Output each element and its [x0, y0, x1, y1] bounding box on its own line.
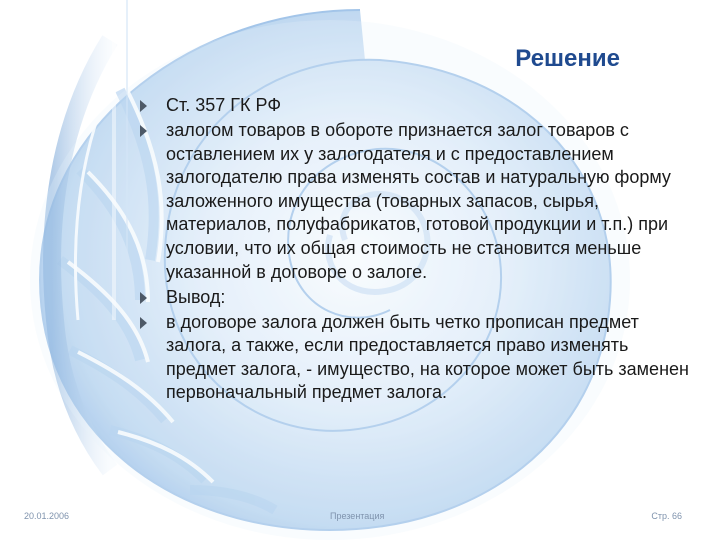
- footer-date: 20.01.2006: [24, 511, 70, 521]
- triangle-right-icon: [140, 125, 147, 137]
- bullet-text: залогом товаров в обороте признается залог товаров с оставлением их у залогодателя и с предоставлением залогодателю права изменять состав и натуральную форму заложенного имущества (товарных запасов, сырья, материалов, полуфабрикатов, готовой продукции и т.п.) при условии, что их общая стоимость не становится меньше указанной в договоре о залоге.: [166, 119, 671, 282]
- footer-page-number: Стр. 66: [651, 511, 682, 521]
- bullet-text: Ст. 357 ГК РФ: [166, 95, 282, 115]
- bullet-item: [140, 311, 700, 405]
- triangle-right-icon: [140, 100, 147, 112]
- footer-center-label: Презентация: [330, 511, 385, 521]
- bullet-item: [140, 119, 700, 284]
- bullet-item: [140, 94, 700, 118]
- bullet-item: [140, 286, 700, 310]
- bullet-text: Вывод:: [166, 286, 226, 307]
- triangle-right-icon: [140, 317, 147, 329]
- bullet-list: [140, 94, 700, 406]
- bullet-text: в договоре залога должен быть четко прописан предмет залога, а также, если предоставляется право изменять предмет залога, - имущество, на которое может быть заменен первоначальный предмет залога.: [166, 311, 689, 403]
- triangle-right-icon: [140, 292, 147, 304]
- slide-title: Решение: [515, 45, 620, 72]
